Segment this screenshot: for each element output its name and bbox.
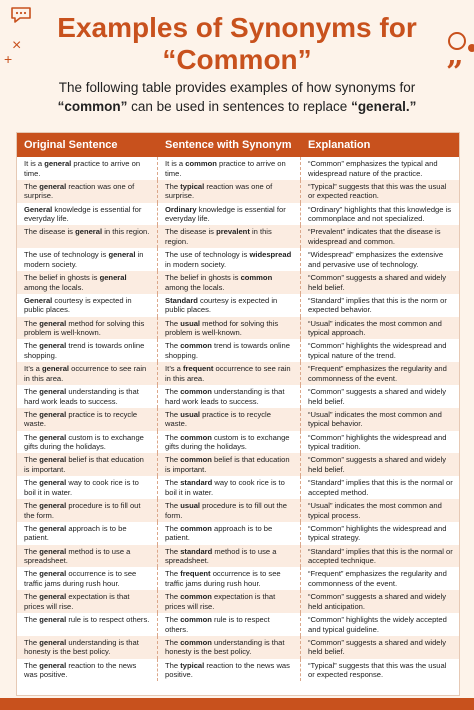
keyword: common [180, 455, 212, 465]
keyword: common [240, 272, 273, 282]
keyword: Ordinary [165, 204, 197, 214]
keyword: general [39, 318, 67, 328]
sentence-fragment: The belief in ghosts is [165, 272, 241, 282]
sentence-fragment: practice is to recycle waste. [165, 409, 271, 429]
sentence-fragment: The [24, 432, 40, 442]
plus-decoration-icon: + [4, 51, 13, 67]
table-row [17, 522, 459, 545]
sentence-fragment: practice to arrive on time. [24, 159, 141, 178]
explanation-cell: “Ordinary” highlights that this knowledge is commonplace and not specialized. [308, 204, 452, 224]
table-row [17, 157, 459, 180]
keyword: general [108, 250, 136, 260]
sentence-fragment: The disease is [165, 227, 217, 237]
synonym-sentence-cell [158, 271, 301, 294]
sentence-fragment: The [24, 386, 40, 396]
keyword: general [39, 432, 67, 442]
keyword: general [39, 478, 67, 488]
header-sentence-with-synonym: Sentence with Synonym [165, 139, 292, 151]
sentence-fragment: The [24, 318, 40, 328]
sentence-fragment: rule is to respect others. [66, 614, 150, 624]
table-header [17, 133, 459, 157]
explanation-cell: “Common” suggests a shared and widely held belief. [308, 637, 447, 657]
table-row [17, 408, 459, 431]
explanation-cell: “Common” suggests a shared and widely held belief. [308, 272, 447, 292]
table-row [17, 294, 459, 317]
original-sentence-cell [17, 522, 158, 545]
original-sentence-cell [17, 294, 158, 317]
explanation-cell: “Standard” implies that this is the norm or expected behavior. [308, 295, 447, 315]
original-sentence-cell [17, 476, 158, 499]
table-row [17, 362, 459, 385]
sentence-fragment: knowledge is essential for everyday life. [24, 204, 142, 224]
table-row [17, 590, 459, 613]
table-row [17, 317, 459, 340]
synonym-sentence-cell [158, 294, 301, 317]
keyword: general [42, 364, 70, 374]
table-row [17, 271, 459, 294]
sentence-fragment: The [165, 386, 181, 396]
keyword: general [44, 159, 72, 168]
synonym-sentence-cell [158, 636, 301, 659]
synonym-table [16, 132, 460, 696]
synonym-sentence-cell [158, 499, 301, 522]
keyword: general [39, 569, 67, 579]
sentence-fragment: The [165, 432, 181, 442]
synonym-sentence-cell [158, 453, 301, 476]
synonym-sentence-cell [158, 522, 301, 545]
original-sentence-cell [17, 248, 158, 271]
intro-text-2: can be used in sentences to replace [127, 99, 352, 114]
explanation-cell: “Frequent” emphasizes the regularity and commonness of the event. [308, 569, 447, 588]
sentence-fragment: way to cook rice is to boil it in water. [165, 478, 285, 497]
sentence-fragment: approach is to be patient. [24, 523, 127, 543]
sentence-fragment: reaction was one of surprise. [165, 181, 273, 201]
keyword: usual [180, 500, 201, 510]
keyword: prevalent [216, 227, 250, 237]
keyword: usual [180, 409, 201, 419]
keyword: general [39, 500, 67, 510]
sentence-fragment: reaction to the news was positive. [165, 660, 290, 680]
original-sentence-cell [17, 339, 158, 362]
original-sentence-cell [17, 203, 158, 226]
sentence-fragment: knowledge is essential for everyday life. [165, 204, 286, 224]
keyword: general [39, 341, 67, 351]
explanation-cell: “Common” suggests a shared and widely held anticipation. [308, 592, 447, 611]
sentence-fragment: The [165, 523, 181, 533]
sentence-fragment: occurrence to see rain in this area. [165, 364, 291, 383]
table-row [17, 636, 459, 659]
keyword: general [39, 523, 67, 533]
keyword: general [39, 386, 67, 396]
keyword: general [99, 272, 127, 282]
sentence-fragment: belief is that education is important. [24, 455, 144, 474]
synonym-sentence-cell [158, 180, 301, 203]
sentence-fragment: It is a [165, 159, 186, 168]
sentence-fragment: reaction was one of surprise. [24, 181, 135, 201]
synonym-sentence-cell [158, 567, 301, 590]
sentence-fragment: practice is to recycle waste. [24, 409, 138, 429]
intro-paragraph [30, 78, 444, 116]
original-sentence-cell [17, 362, 158, 385]
sentence-fragment: among the locals. [24, 282, 84, 292]
sentence-fragment: It’s a [24, 364, 43, 374]
table-row [17, 613, 459, 636]
sentence-fragment: The [165, 478, 181, 488]
table-row [17, 545, 459, 568]
sentence-fragment: It is a [24, 159, 45, 168]
sentence-fragment: custom is to exchange gifts during the holidays. [165, 432, 290, 452]
keyword: general [39, 660, 67, 670]
explanation-cell: “Standard” implies that this is the normal or accepted method. [308, 478, 453, 497]
sentence-fragment: The [24, 569, 40, 579]
synonym-sentence-cell [158, 339, 301, 362]
sentence-fragment: The [165, 660, 181, 670]
synonym-sentence-cell [158, 317, 301, 340]
sentence-fragment: The [165, 546, 181, 556]
keyword: general [39, 637, 67, 647]
keyword: common [180, 523, 212, 533]
sentence-fragment: method for solving this problem is well-known. [24, 318, 145, 338]
sentence-fragment: method is to use a spreadsheet. [165, 546, 277, 566]
keyword: common [180, 432, 212, 442]
sentence-fragment: The use of technology is [165, 250, 250, 260]
explanation-cell: “Typical” suggests that this was the usual or expected reaction. [308, 181, 447, 201]
synonym-sentence-cell [158, 476, 301, 499]
keyword: general [39, 614, 67, 624]
keyword: standard [180, 546, 213, 556]
explanation-cell: “Common” highlights the widespread and typical strategy. [308, 523, 447, 543]
original-sentence-cell [17, 408, 158, 431]
sentence-fragment: in modern society. [24, 250, 144, 269]
synonym-sentence-cell [158, 203, 301, 226]
footer-bar [0, 698, 474, 710]
keyword: typical [180, 181, 205, 191]
sentence-fragment: approach is to be patient. [165, 523, 273, 543]
table-row [17, 431, 459, 454]
sentence-fragment: The [165, 614, 181, 624]
keyword: common [180, 614, 212, 624]
original-sentence-cell [17, 659, 158, 682]
synonym-sentence-cell [158, 248, 301, 271]
sentence-fragment: The [24, 455, 40, 465]
table-row [17, 476, 459, 499]
table-row [17, 339, 459, 362]
page-title [0, 12, 474, 76]
header-original-sentence: Original Sentence [24, 139, 118, 151]
title-line-2: “Common” [162, 44, 312, 75]
keyword: general [39, 409, 67, 419]
table-body [17, 157, 459, 681]
sentence-fragment: among the locals. [165, 282, 225, 292]
explanation-cell: “Typical” suggests that this was the usual or expected response. [308, 660, 447, 680]
sentence-fragment: The [165, 592, 181, 602]
sentence-fragment: The [24, 660, 40, 670]
keyword: General [24, 204, 53, 214]
sentence-fragment: way to cook rice is to boil it in water. [24, 478, 139, 497]
table-row [17, 180, 459, 203]
explanation-cell: “Standard” implies that this is the normal or accepted technique. [308, 546, 453, 566]
table-row [17, 567, 459, 590]
sentence-fragment: occurrence is to see traffic jams during rush hour. [24, 569, 137, 588]
sentence-fragment: The [24, 546, 40, 556]
sentence-fragment: The [165, 500, 181, 510]
original-sentence-cell [17, 385, 158, 408]
table-row [17, 453, 459, 476]
keyword: common [180, 386, 212, 396]
synonym-sentence-cell [158, 225, 301, 248]
original-sentence-cell [17, 545, 158, 568]
table-row [17, 225, 459, 248]
sentence-fragment: The [24, 523, 40, 533]
keyword: typical [180, 660, 205, 670]
sentence-fragment: The [165, 455, 181, 465]
keyword: common [185, 159, 217, 168]
sentence-fragment: understanding is that hard work leads to success. [24, 386, 139, 406]
table-row [17, 203, 459, 226]
header-explanation: Explanation [308, 139, 371, 151]
keyword: common [180, 341, 212, 351]
explanation-cell: “Widespread” emphasizes the extensive and pervasive use of technology. [308, 250, 444, 269]
synonym-sentence-cell [158, 590, 301, 613]
sentence-fragment: understanding is that hard work leads to success. [165, 386, 285, 406]
intro-keyword-common: “common” [57, 99, 128, 114]
keyword: standard [180, 478, 213, 488]
sentence-fragment: courtesy is expected in public places. [165, 295, 278, 315]
sentence-fragment: practice to arrive on time. [165, 159, 286, 178]
original-sentence-cell [17, 499, 158, 522]
original-sentence-cell [17, 613, 158, 636]
original-sentence-cell [17, 453, 158, 476]
sentence-fragment: trend is towards online shopping. [24, 341, 145, 360]
sentence-fragment: procedure is to fill out the form. [24, 500, 141, 520]
original-sentence-cell [17, 431, 158, 454]
explanation-cell: “Frequent” emphasizes the regularity and commonness of the event. [308, 364, 447, 383]
sentence-fragment: The [165, 637, 181, 647]
sentence-fragment: understanding is that honesty is the best policy. [165, 637, 285, 657]
sentence-fragment: expectation is that prices will rise. [165, 592, 276, 611]
explanation-cell: “Common” highlights the widely accepted and typical guideline. [308, 614, 447, 634]
sentence-fragment: occurrence to see rain in this area. [24, 364, 147, 383]
sentence-fragment: The disease is [24, 227, 76, 237]
sentence-fragment: The use of technology is [24, 250, 109, 260]
keyword: frequent [183, 364, 214, 374]
sentence-fragment: procedure is to fill out the form. [165, 500, 288, 520]
sentence-fragment: method is to use a spreadsheet. [24, 546, 131, 566]
synonym-sentence-cell [158, 408, 301, 431]
sentence-fragment: in this region. [102, 227, 150, 237]
explanation-cell: “Common” suggests a shared and widely held belief. [308, 386, 447, 406]
sentence-fragment: The [24, 637, 40, 647]
sentence-fragment: understanding is that honesty is the best policy. [24, 637, 139, 657]
sentence-fragment: trend is towards online shopping. [165, 341, 290, 360]
keyword: frequent [180, 569, 211, 579]
original-sentence-cell [17, 180, 158, 203]
sentence-fragment: in this region. [165, 227, 272, 246]
keyword: general [39, 546, 67, 556]
intro-keyword-general: “general.” [351, 99, 417, 114]
synonym-sentence-cell [158, 545, 301, 568]
sentence-fragment: The [24, 409, 40, 419]
synonym-sentence-cell [158, 157, 301, 180]
explanation-cell: “Usual” indicates the most common and typical behavior. [308, 409, 442, 429]
sentence-fragment: The [24, 478, 40, 488]
sentence-fragment: in modern society. [165, 259, 227, 269]
sentence-fragment: The [165, 341, 181, 351]
keyword: Standard [165, 295, 198, 305]
table-row [17, 248, 459, 271]
synonym-sentence-cell [158, 659, 301, 682]
explanation-cell: “Usual” indicates the most common and typical process. [308, 500, 442, 520]
quote-mark-icon: ” [446, 55, 464, 90]
explanation-cell: “Common” highlights the widespread and typical nature of the trend. [308, 341, 447, 360]
intro-text-1: The following table provides examples of how synonyms for [58, 80, 416, 95]
original-sentence-cell [17, 636, 158, 659]
sentence-fragment: belief is that education is important. [165, 455, 290, 474]
sentence-fragment: method for solving this problem is well-known. [165, 318, 279, 338]
keyword: general [39, 592, 67, 602]
sentence-fragment: The [165, 569, 181, 579]
original-sentence-cell [17, 271, 158, 294]
keyword: General [24, 295, 53, 305]
title-line-1: Examples of Synonyms for [57, 12, 417, 43]
cross-decoration-icon: × [12, 37, 22, 54]
sentence-fragment: occurrence is to see traffic jams during rush hour. [165, 569, 281, 588]
synonym-sentence-cell [158, 362, 301, 385]
sentence-fragment: expectation is that prices will rise. [24, 592, 130, 611]
original-sentence-cell [17, 590, 158, 613]
sentence-fragment: The [165, 318, 181, 328]
keyword: common [180, 637, 212, 647]
keyword: common [180, 592, 212, 602]
explanation-cell: “Prevalent” indicates that the disease is widespread and common. [308, 227, 441, 246]
explanation-cell: “Usual” indicates the most common and typical approach. [308, 318, 442, 338]
synonym-sentence-cell [158, 613, 301, 636]
table-row [17, 659, 459, 682]
keyword: general [75, 227, 103, 237]
explanation-cell: “Common” emphasizes the typical and widespread nature of the practice. [308, 159, 438, 178]
sentence-fragment: The [24, 500, 40, 510]
sentence-fragment: The [165, 181, 181, 191]
original-sentence-cell [17, 157, 158, 180]
keyword: widespread [249, 250, 292, 260]
original-sentence-cell [17, 225, 158, 248]
sentence-fragment: The [24, 181, 40, 191]
sentence-fragment: The [24, 341, 40, 351]
sentence-fragment: rule is to respect others. [165, 614, 270, 634]
keyword: general [39, 455, 67, 465]
sentence-fragment: The belief in ghosts is [24, 272, 100, 282]
table-row [17, 385, 459, 408]
original-sentence-cell [17, 317, 158, 340]
explanation-cell: “Common” suggests a shared and widely held belief. [308, 455, 447, 474]
sentence-fragment: The [24, 592, 40, 602]
synonym-sentence-cell [158, 385, 301, 408]
synonym-sentence-cell [158, 431, 301, 454]
sentence-fragment: custom is to exchange gifts during the holidays. [24, 432, 144, 452]
table-row [17, 499, 459, 522]
sentence-fragment: The [24, 614, 40, 624]
sentence-fragment: reaction to the news was positive. [24, 660, 137, 680]
original-sentence-cell [17, 567, 158, 590]
sentence-fragment: courtesy is expected in public places. [24, 295, 132, 315]
explanation-cell: “Common” highlights the widespread and typical tradition. [308, 432, 447, 452]
keyword: general [39, 181, 67, 191]
keyword: usual [180, 318, 201, 328]
sentence-fragment: It’s a [165, 364, 184, 374]
sentence-fragment: The [165, 409, 181, 419]
